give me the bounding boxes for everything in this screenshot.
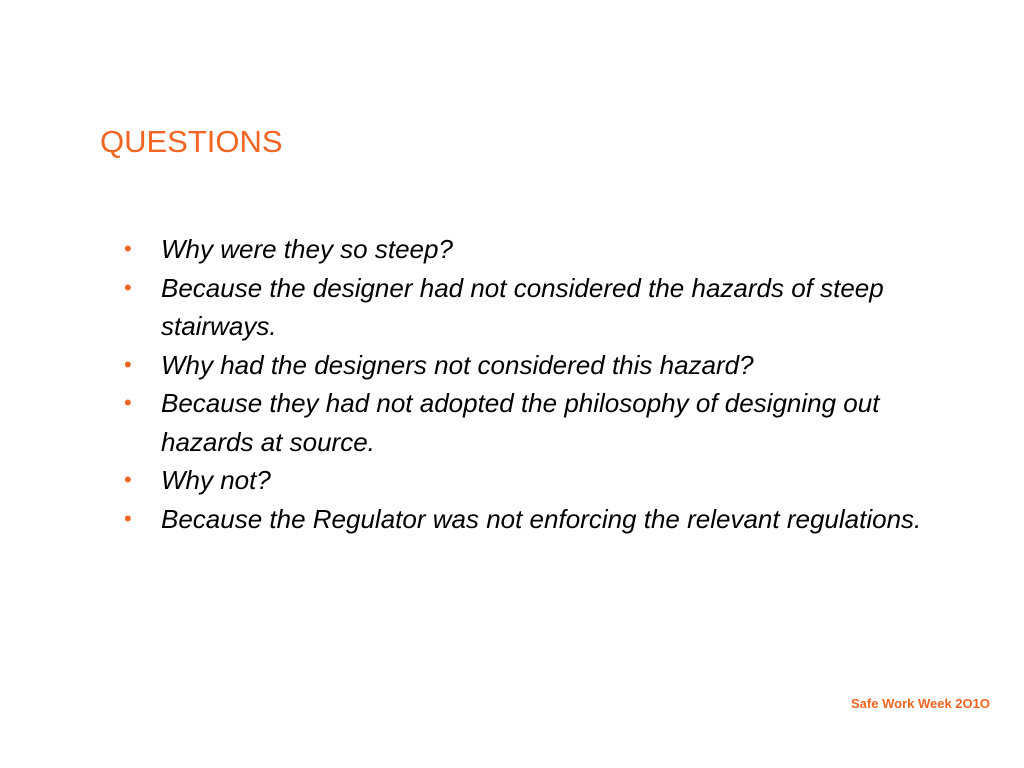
bullet-icon: • (124, 236, 132, 261)
footer-label: Safe Work Week 2O1O (851, 696, 990, 711)
list-item (122, 384, 942, 461)
list-item (122, 269, 942, 346)
bullet-text: Because they had not adopted the philosophy of designing out hazards at source. (161, 388, 880, 457)
list-item (122, 461, 942, 500)
slide-title: QUESTIONS (100, 124, 283, 159)
bullet-icon: • (124, 505, 132, 531)
bullet-text: Because the Regulator was not enforcing the relevant regulations. (161, 503, 922, 534)
bullet-text: Because the designer had not considered the hazards of steep stairways. (161, 272, 884, 341)
bullet-text: Why not? (161, 465, 271, 495)
bullet-text: Why were they so steep? (161, 234, 453, 264)
bullet-text: Why had the designers not considered this hazard? (161, 349, 754, 380)
list-item (122, 346, 942, 385)
bullet-icon: • (124, 274, 132, 300)
bullet-icon: • (124, 390, 132, 415)
list-item (122, 500, 942, 539)
bullet-list (122, 230, 942, 538)
list-item (122, 230, 942, 269)
bullet-icon: • (124, 467, 132, 492)
bullet-icon: • (124, 351, 132, 377)
